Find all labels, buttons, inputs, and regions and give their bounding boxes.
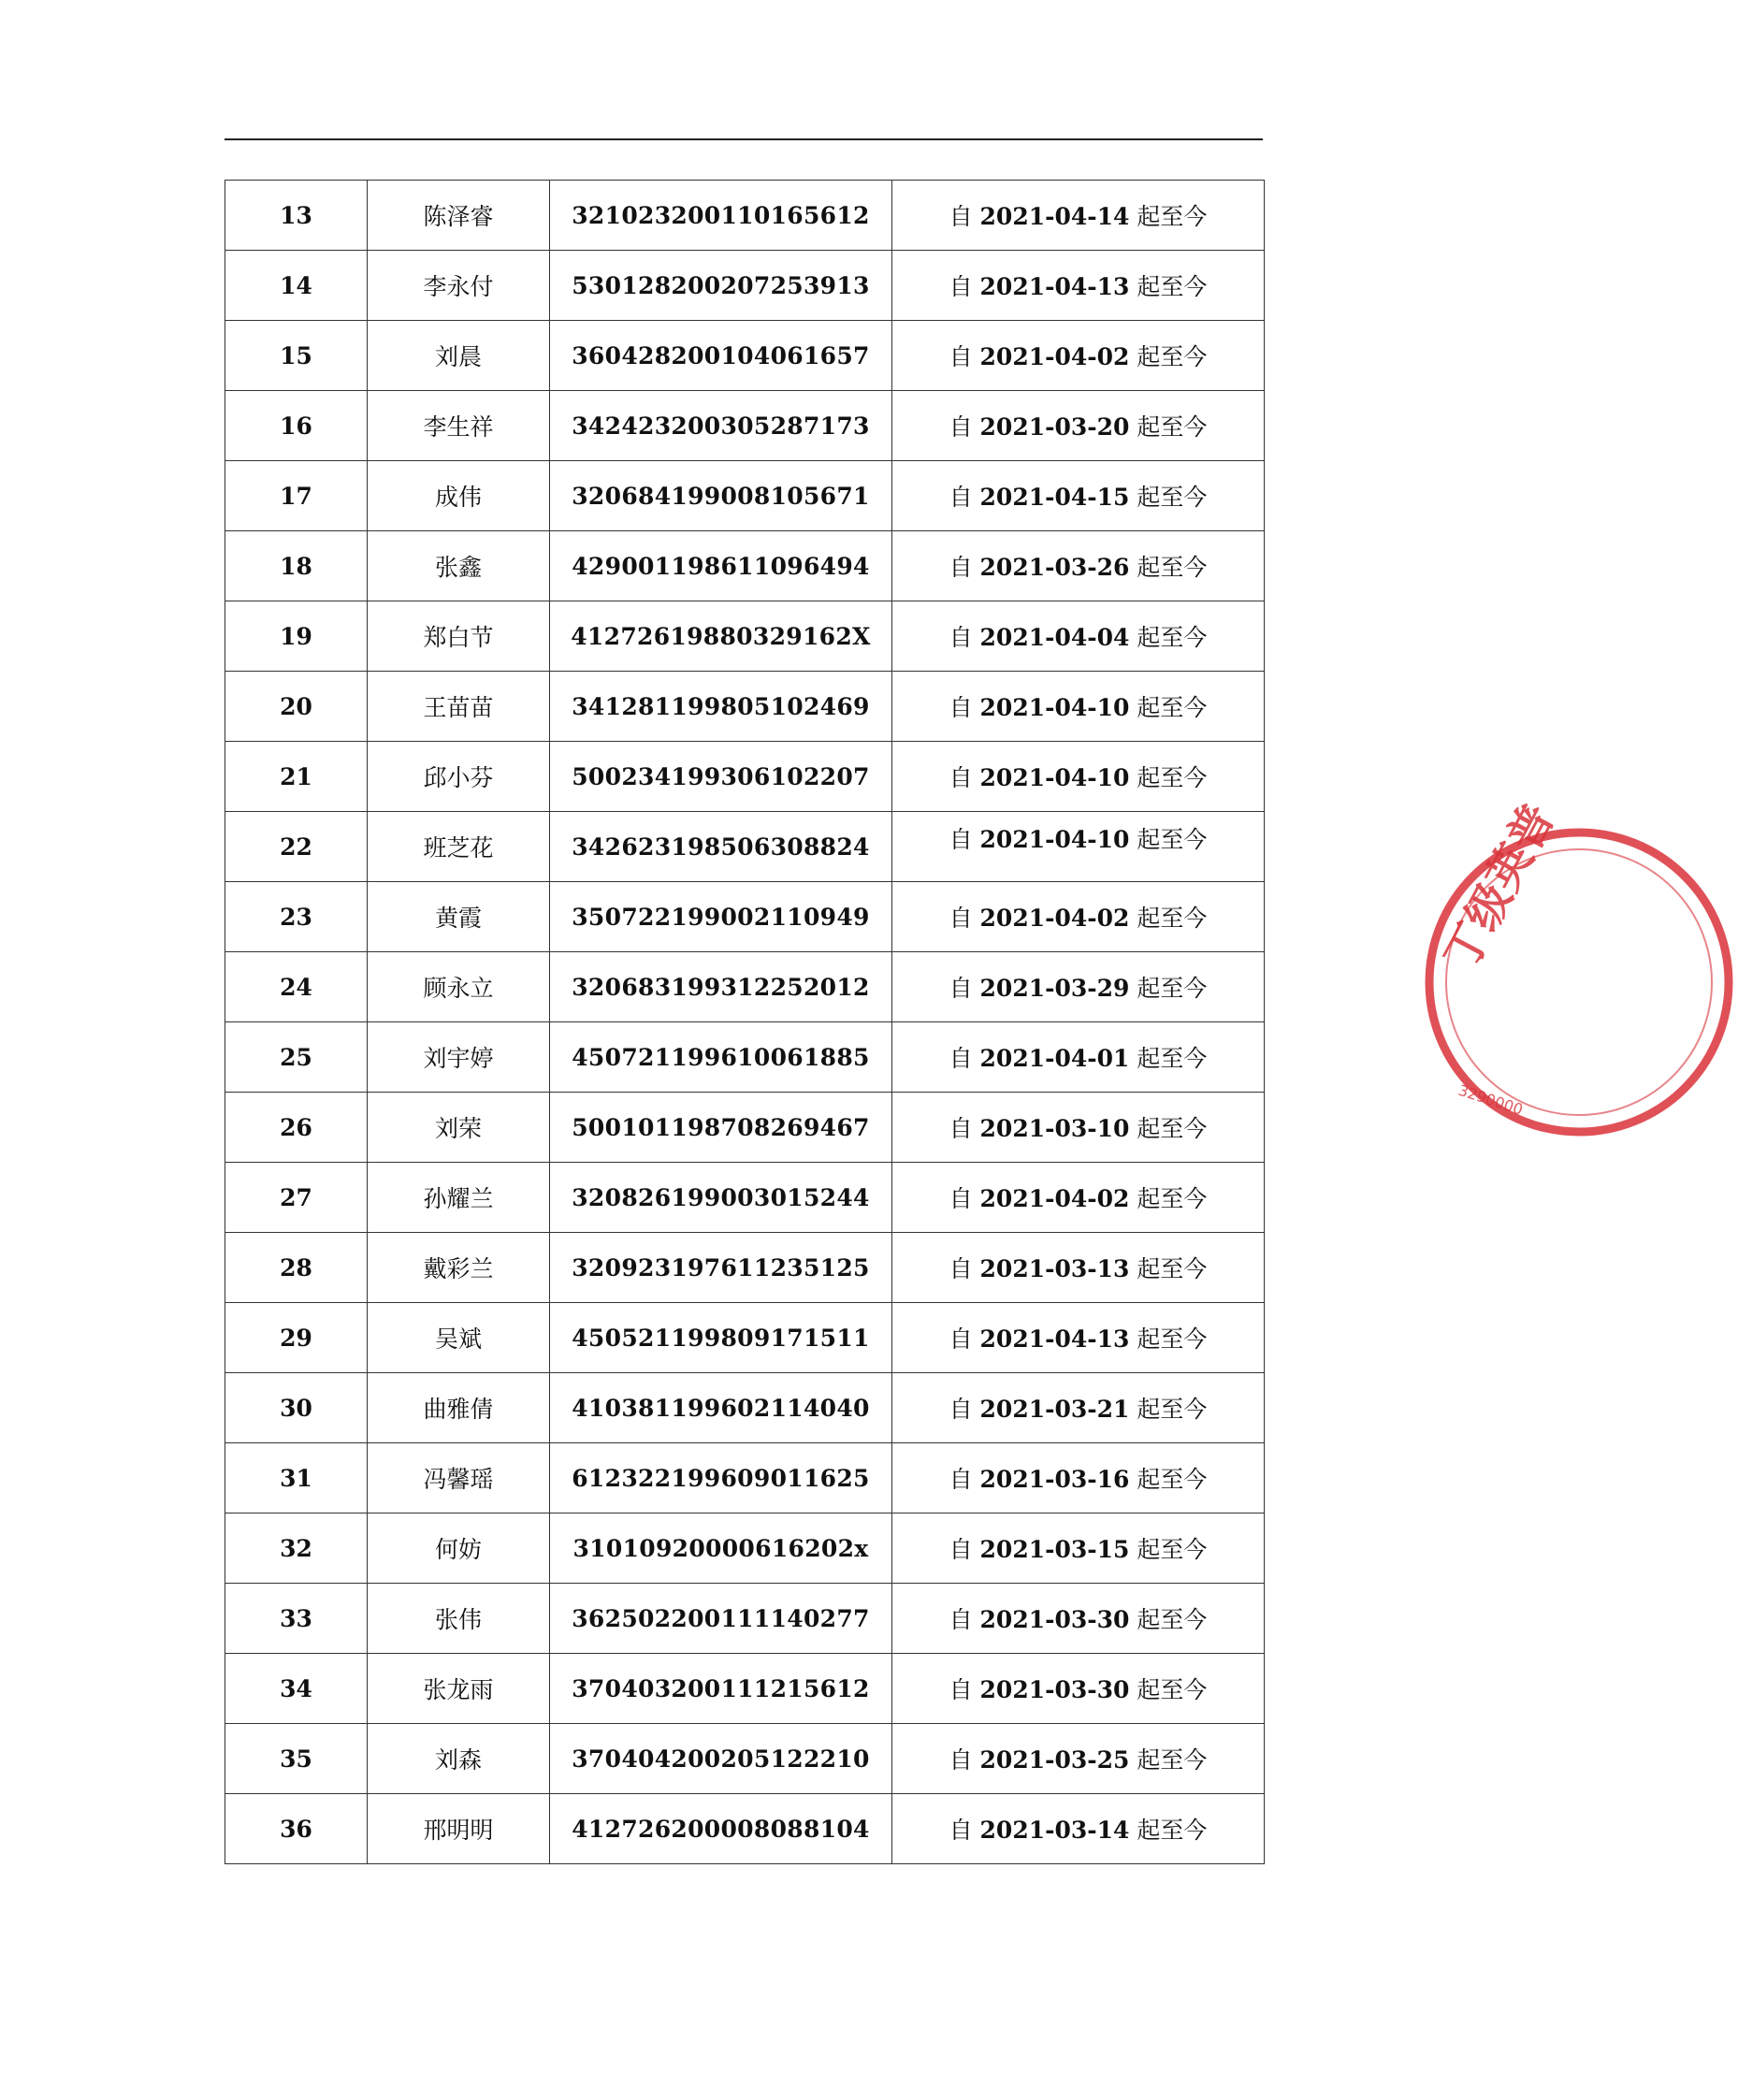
date-cell bbox=[892, 812, 1265, 882]
name-cell: 顾永立 bbox=[368, 952, 550, 1022]
name-cell: 冯馨瑶 bbox=[368, 1443, 550, 1513]
date-value: 2021-04-02 bbox=[979, 343, 1130, 370]
table-row bbox=[225, 952, 1265, 1022]
date-cell bbox=[892, 601, 1265, 672]
date-suffix: 起至今 bbox=[1129, 1185, 1208, 1212]
date-cell bbox=[892, 1163, 1265, 1233]
date-prefix: 自 bbox=[949, 1746, 980, 1774]
table-row bbox=[225, 812, 1265, 882]
date-suffix: 起至今 bbox=[1129, 694, 1208, 721]
date-suffix: 起至今 bbox=[1129, 484, 1208, 511]
table-row bbox=[225, 1373, 1265, 1443]
row-number-cell: 34 bbox=[225, 1654, 368, 1724]
table-row bbox=[225, 321, 1265, 391]
date-prefix: 自 bbox=[949, 1817, 980, 1844]
table-row bbox=[225, 461, 1265, 531]
svg-text:丁级英普: 丁级英普 bbox=[1434, 795, 1566, 979]
row-number-cell: 16 bbox=[225, 391, 368, 461]
name-cell: 孙耀兰 bbox=[368, 1163, 550, 1233]
row-number-cell: 15 bbox=[225, 321, 368, 391]
id-number-cell: 612322199609011625 bbox=[550, 1443, 892, 1513]
name-cell: 张伟 bbox=[368, 1584, 550, 1654]
row-number-cell: 19 bbox=[225, 601, 368, 672]
table-row bbox=[225, 1233, 1265, 1303]
table-row bbox=[225, 251, 1265, 321]
row-number-cell: 36 bbox=[225, 1794, 368, 1864]
date-cell bbox=[892, 461, 1265, 531]
name-cell: 王苗苗 bbox=[368, 672, 550, 742]
row-number-cell: 28 bbox=[225, 1233, 368, 1303]
date-cell bbox=[892, 391, 1265, 461]
id-number-cell: 450521199809171511 bbox=[550, 1303, 892, 1373]
name-cell: 李生祥 bbox=[368, 391, 550, 461]
row-number-cell: 27 bbox=[225, 1163, 368, 1233]
date-value: 2021-03-10 bbox=[979, 1115, 1130, 1142]
date-cell bbox=[892, 952, 1265, 1022]
date-cell bbox=[892, 1233, 1265, 1303]
name-cell: 邢明明 bbox=[368, 1794, 550, 1864]
table-row bbox=[225, 1303, 1265, 1373]
name-cell: 曲雅倩 bbox=[368, 1373, 550, 1443]
date-suffix: 起至今 bbox=[1129, 826, 1208, 853]
row-number-cell: 25 bbox=[225, 1022, 368, 1093]
date-cell bbox=[892, 1022, 1265, 1093]
name-cell: 张龙雨 bbox=[368, 1654, 550, 1724]
date-cell bbox=[892, 1724, 1265, 1794]
date-suffix: 起至今 bbox=[1129, 905, 1208, 932]
date-prefix: 自 bbox=[949, 1185, 980, 1212]
date-prefix: 自 bbox=[949, 203, 980, 230]
date-suffix: 起至今 bbox=[1129, 1325, 1208, 1353]
date-prefix: 自 bbox=[949, 764, 980, 791]
date-value: 2021-04-13 bbox=[979, 1325, 1130, 1353]
id-number-cell: 320923197611235125 bbox=[550, 1233, 892, 1303]
date-value: 2021-04-13 bbox=[979, 273, 1130, 300]
date-prefix: 自 bbox=[949, 1045, 980, 1072]
date-cell bbox=[892, 321, 1265, 391]
date-prefix: 自 bbox=[949, 554, 980, 581]
table-row bbox=[225, 1093, 1265, 1163]
date-value: 2021-04-02 bbox=[979, 1185, 1130, 1212]
table-row bbox=[225, 391, 1265, 461]
date-value: 2021-03-26 bbox=[979, 554, 1130, 581]
date-suffix: 起至今 bbox=[1129, 413, 1208, 441]
date-prefix: 自 bbox=[949, 624, 980, 651]
id-number-cell: 31010920000616202x bbox=[550, 1513, 892, 1584]
id-number-cell: 500234199306102207 bbox=[550, 742, 892, 812]
date-prefix: 自 bbox=[949, 1676, 980, 1703]
date-suffix: 起至今 bbox=[1129, 624, 1208, 651]
date-cell bbox=[892, 1584, 1265, 1654]
date-suffix: 起至今 bbox=[1129, 1536, 1208, 1563]
date-cell bbox=[892, 1513, 1265, 1584]
id-number-cell: 410381199602114040 bbox=[550, 1373, 892, 1443]
date-prefix: 自 bbox=[949, 1325, 980, 1353]
date-value: 2021-04-02 bbox=[979, 905, 1130, 932]
date-suffix: 起至今 bbox=[1129, 1115, 1208, 1142]
date-suffix: 起至今 bbox=[1129, 975, 1208, 1002]
date-prefix: 自 bbox=[949, 484, 980, 511]
name-cell: 吴斌 bbox=[368, 1303, 550, 1373]
name-cell: 郑白节 bbox=[368, 601, 550, 672]
date-value: 2021-04-15 bbox=[979, 484, 1130, 511]
table-row bbox=[225, 1443, 1265, 1513]
table-row bbox=[225, 1022, 1265, 1093]
date-cell bbox=[892, 1443, 1265, 1513]
svg-text:3290000: 3290000 bbox=[1456, 1080, 1526, 1119]
date-suffix: 起至今 bbox=[1129, 203, 1208, 230]
date-value: 2021-03-14 bbox=[979, 1817, 1130, 1844]
row-number-cell: 18 bbox=[225, 531, 368, 601]
id-number-cell: 320826199003015244 bbox=[550, 1163, 892, 1233]
id-number-cell: 450721199610061885 bbox=[550, 1022, 892, 1093]
date-prefix: 自 bbox=[949, 343, 980, 370]
date-prefix: 自 bbox=[949, 975, 980, 1002]
date-value: 2021-04-10 bbox=[979, 764, 1130, 791]
date-value: 2021-03-21 bbox=[979, 1396, 1130, 1423]
row-number-cell: 26 bbox=[225, 1093, 368, 1163]
row-number-cell: 22 bbox=[225, 812, 368, 882]
date-value: 2021-04-14 bbox=[979, 203, 1130, 230]
date-prefix: 自 bbox=[949, 1255, 980, 1282]
header-rule bbox=[224, 138, 1263, 140]
date-value: 2021-03-30 bbox=[979, 1676, 1130, 1703]
date-value: 2021-03-25 bbox=[979, 1746, 1130, 1774]
row-number-cell: 32 bbox=[225, 1513, 368, 1584]
table-row bbox=[225, 1584, 1265, 1654]
name-cell: 何妨 bbox=[368, 1513, 550, 1584]
date-suffix: 起至今 bbox=[1129, 1255, 1208, 1282]
date-cell bbox=[892, 1373, 1265, 1443]
date-prefix: 自 bbox=[949, 1536, 980, 1563]
date-suffix: 起至今 bbox=[1129, 1676, 1208, 1703]
id-number-cell: 342623198506308824 bbox=[550, 812, 892, 882]
name-cell: 班芝花 bbox=[368, 812, 550, 882]
date-prefix: 自 bbox=[949, 905, 980, 932]
name-cell: 刘宇婷 bbox=[368, 1022, 550, 1093]
row-number-cell: 13 bbox=[225, 181, 368, 251]
name-cell: 张鑫 bbox=[368, 531, 550, 601]
date-suffix: 起至今 bbox=[1129, 273, 1208, 300]
date-value: 2021-03-16 bbox=[979, 1466, 1130, 1493]
date-prefix: 自 bbox=[949, 1466, 980, 1493]
date-suffix: 起至今 bbox=[1129, 1606, 1208, 1633]
date-prefix: 自 bbox=[949, 1115, 980, 1142]
date-value: 2021-03-29 bbox=[979, 975, 1130, 1002]
date-value: 2021-04-10 bbox=[979, 694, 1130, 721]
row-number-cell: 23 bbox=[225, 882, 368, 952]
date-suffix: 起至今 bbox=[1129, 1045, 1208, 1072]
id-number-cell: 370403200111215612 bbox=[550, 1654, 892, 1724]
date-prefix: 自 bbox=[949, 413, 980, 441]
date-value: 2021-04-04 bbox=[979, 624, 1130, 651]
id-number-cell: 412726200008088104 bbox=[550, 1794, 892, 1864]
row-number-cell: 35 bbox=[225, 1724, 368, 1794]
date-suffix: 起至今 bbox=[1129, 1466, 1208, 1493]
date-prefix: 自 bbox=[949, 1606, 980, 1633]
name-cell: 刘荣 bbox=[368, 1093, 550, 1163]
id-number-cell: 321023200110165612 bbox=[550, 181, 892, 251]
id-number-cell: 362502200111140277 bbox=[550, 1584, 892, 1654]
official-seal-stamp bbox=[1420, 795, 1738, 1141]
table-body bbox=[225, 181, 1265, 1864]
row-number-cell: 31 bbox=[225, 1443, 368, 1513]
id-number-cell: 341281199805102469 bbox=[550, 672, 892, 742]
table-row bbox=[225, 742, 1265, 812]
row-number-cell: 30 bbox=[225, 1373, 368, 1443]
date-prefix: 自 bbox=[949, 273, 980, 300]
date-suffix: 起至今 bbox=[1129, 554, 1208, 581]
date-value: 2021-03-30 bbox=[979, 1606, 1130, 1633]
date-suffix: 起至今 bbox=[1129, 1817, 1208, 1844]
id-number-cell: 320684199008105671 bbox=[550, 461, 892, 531]
id-number-cell: 370404200205122210 bbox=[550, 1724, 892, 1794]
date-cell bbox=[892, 1654, 1265, 1724]
date-value: 2021-04-10 bbox=[979, 826, 1130, 853]
name-cell: 成伟 bbox=[368, 461, 550, 531]
id-number-cell: 500101198708269467 bbox=[550, 1093, 892, 1163]
row-number-cell: 24 bbox=[225, 952, 368, 1022]
date-cell bbox=[892, 882, 1265, 952]
date-prefix: 自 bbox=[949, 826, 980, 853]
date-cell bbox=[892, 742, 1265, 812]
row-number-cell: 21 bbox=[225, 742, 368, 812]
table-row bbox=[225, 672, 1265, 742]
row-number-cell: 29 bbox=[225, 1303, 368, 1373]
date-value: 2021-03-15 bbox=[979, 1536, 1130, 1563]
date-cell bbox=[892, 531, 1265, 601]
table-row bbox=[225, 1163, 1265, 1233]
name-cell: 刘森 bbox=[368, 1724, 550, 1794]
id-number-cell: 41272619880329162X bbox=[550, 601, 892, 672]
table-row bbox=[225, 882, 1265, 952]
row-number-cell: 17 bbox=[225, 461, 368, 531]
employee-table bbox=[224, 180, 1265, 1864]
table-row bbox=[225, 1724, 1265, 1794]
date-prefix: 自 bbox=[949, 694, 980, 721]
date-cell bbox=[892, 251, 1265, 321]
table-row bbox=[225, 1794, 1265, 1864]
row-number-cell: 14 bbox=[225, 251, 368, 321]
id-number-cell: 320683199312252012 bbox=[550, 952, 892, 1022]
date-suffix: 起至今 bbox=[1129, 764, 1208, 791]
date-suffix: 起至今 bbox=[1129, 1746, 1208, 1774]
name-cell: 黄霞 bbox=[368, 882, 550, 952]
date-value: 2021-03-20 bbox=[979, 413, 1130, 441]
name-cell: 李永付 bbox=[368, 251, 550, 321]
name-cell: 刘晨 bbox=[368, 321, 550, 391]
name-cell: 戴彩兰 bbox=[368, 1233, 550, 1303]
name-cell: 陈泽睿 bbox=[368, 181, 550, 251]
date-suffix: 起至今 bbox=[1129, 1396, 1208, 1423]
table-row bbox=[225, 531, 1265, 601]
id-number-cell: 342423200305287173 bbox=[550, 391, 892, 461]
date-prefix: 自 bbox=[949, 1396, 980, 1423]
name-cell: 邱小芬 bbox=[368, 742, 550, 812]
table-row bbox=[225, 601, 1265, 672]
date-cell bbox=[892, 672, 1265, 742]
id-number-cell: 429001198611096494 bbox=[550, 531, 892, 601]
date-cell bbox=[892, 181, 1265, 251]
date-value: 2021-03-13 bbox=[979, 1255, 1130, 1282]
date-cell bbox=[892, 1303, 1265, 1373]
id-number-cell: 530128200207253913 bbox=[550, 251, 892, 321]
date-cell bbox=[892, 1794, 1265, 1864]
id-number-cell: 360428200104061657 bbox=[550, 321, 892, 391]
date-cell bbox=[892, 1093, 1265, 1163]
row-number-cell: 33 bbox=[225, 1584, 368, 1654]
id-number-cell: 350722199002110949 bbox=[550, 882, 892, 952]
table-row bbox=[225, 1513, 1265, 1584]
table-row bbox=[225, 1654, 1265, 1724]
row-number-cell: 20 bbox=[225, 672, 368, 742]
date-suffix: 起至今 bbox=[1129, 343, 1208, 370]
date-value: 2021-04-01 bbox=[979, 1045, 1130, 1072]
table-row bbox=[225, 181, 1265, 251]
